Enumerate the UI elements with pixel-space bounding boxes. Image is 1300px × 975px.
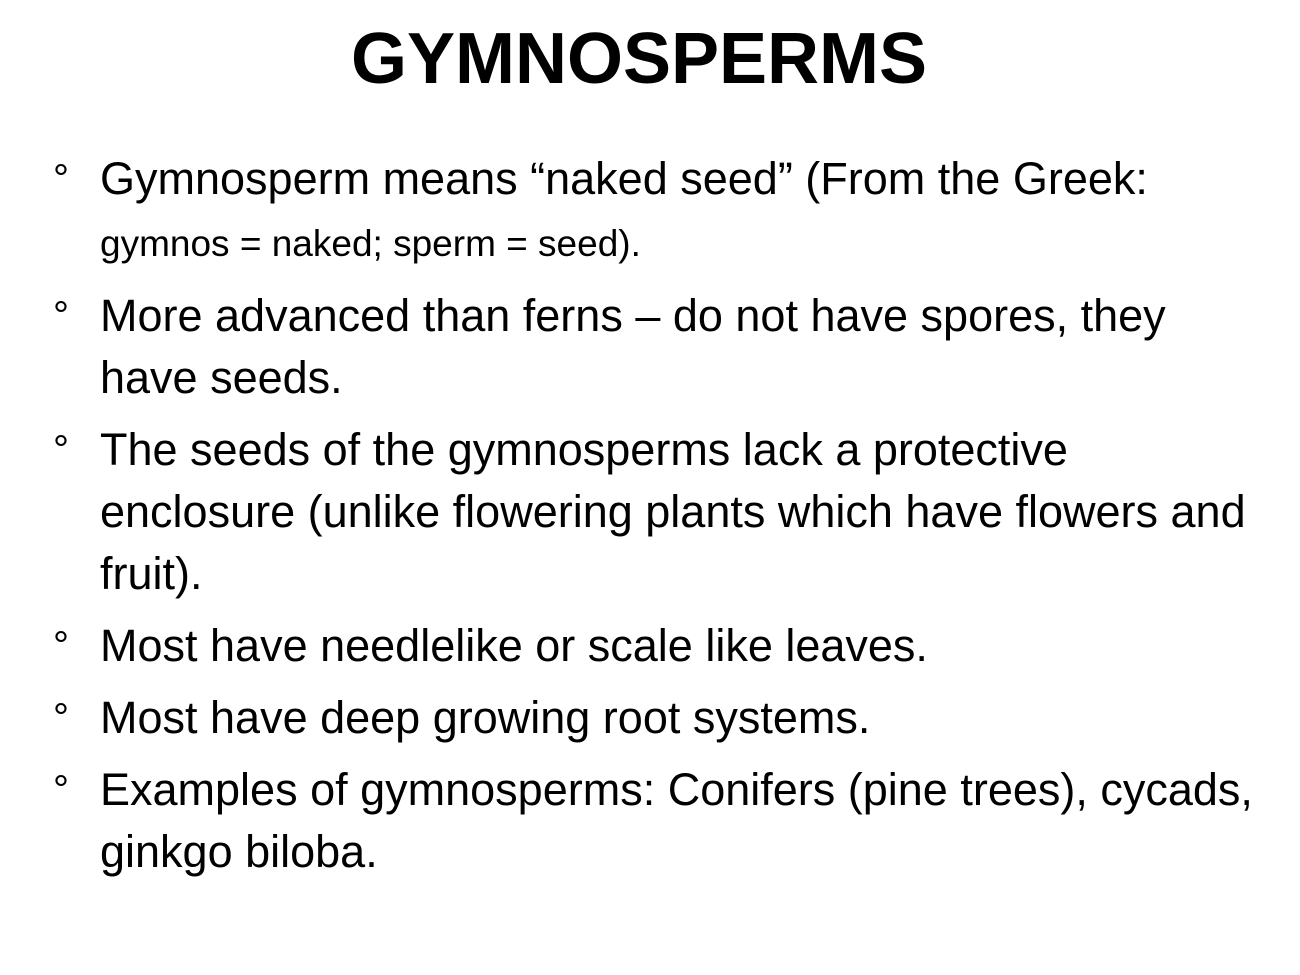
bullet-marker: °: [53, 696, 69, 740]
bullet-text-small: gymnos = naked; sperm = seed).: [100, 223, 641, 264]
bullet-marker: °: [53, 157, 69, 201]
bullet-item: [40, 687, 1260, 749]
bullet-marker: °: [53, 768, 69, 812]
bullet-text: More advanced than ferns – do not have spores, they have seeds.: [100, 290, 1166, 403]
bullet-text: Most have needlelike or scale like leaves.: [100, 620, 928, 671]
bullet-list: [40, 148, 1260, 893]
bullet-marker: °: [53, 624, 69, 668]
bullet-text: Most have deep growing root systems.: [100, 692, 871, 743]
bullet-text: Examples of gymnosperms: Conifers (pine trees), cycads, ginkgo biloba.: [100, 764, 1253, 877]
bullet-text: Gymnosperm means “naked seed” (From the Greek:: [100, 153, 1148, 204]
bullet-item: [40, 759, 1260, 883]
bullet-item: [40, 419, 1260, 605]
bullet-item: [40, 285, 1260, 409]
bullet-item: [40, 615, 1260, 677]
bullet-item: [40, 148, 1260, 275]
slide-title: GYMNOSPERMS: [350, 19, 928, 99]
bullet-marker: °: [53, 428, 69, 472]
bullet-text: The seeds of the gymnosperms lack a protective enclosure (unlike flowering plants which have flowers and fruit).: [100, 424, 1246, 599]
bullet-marker: °: [53, 294, 69, 338]
